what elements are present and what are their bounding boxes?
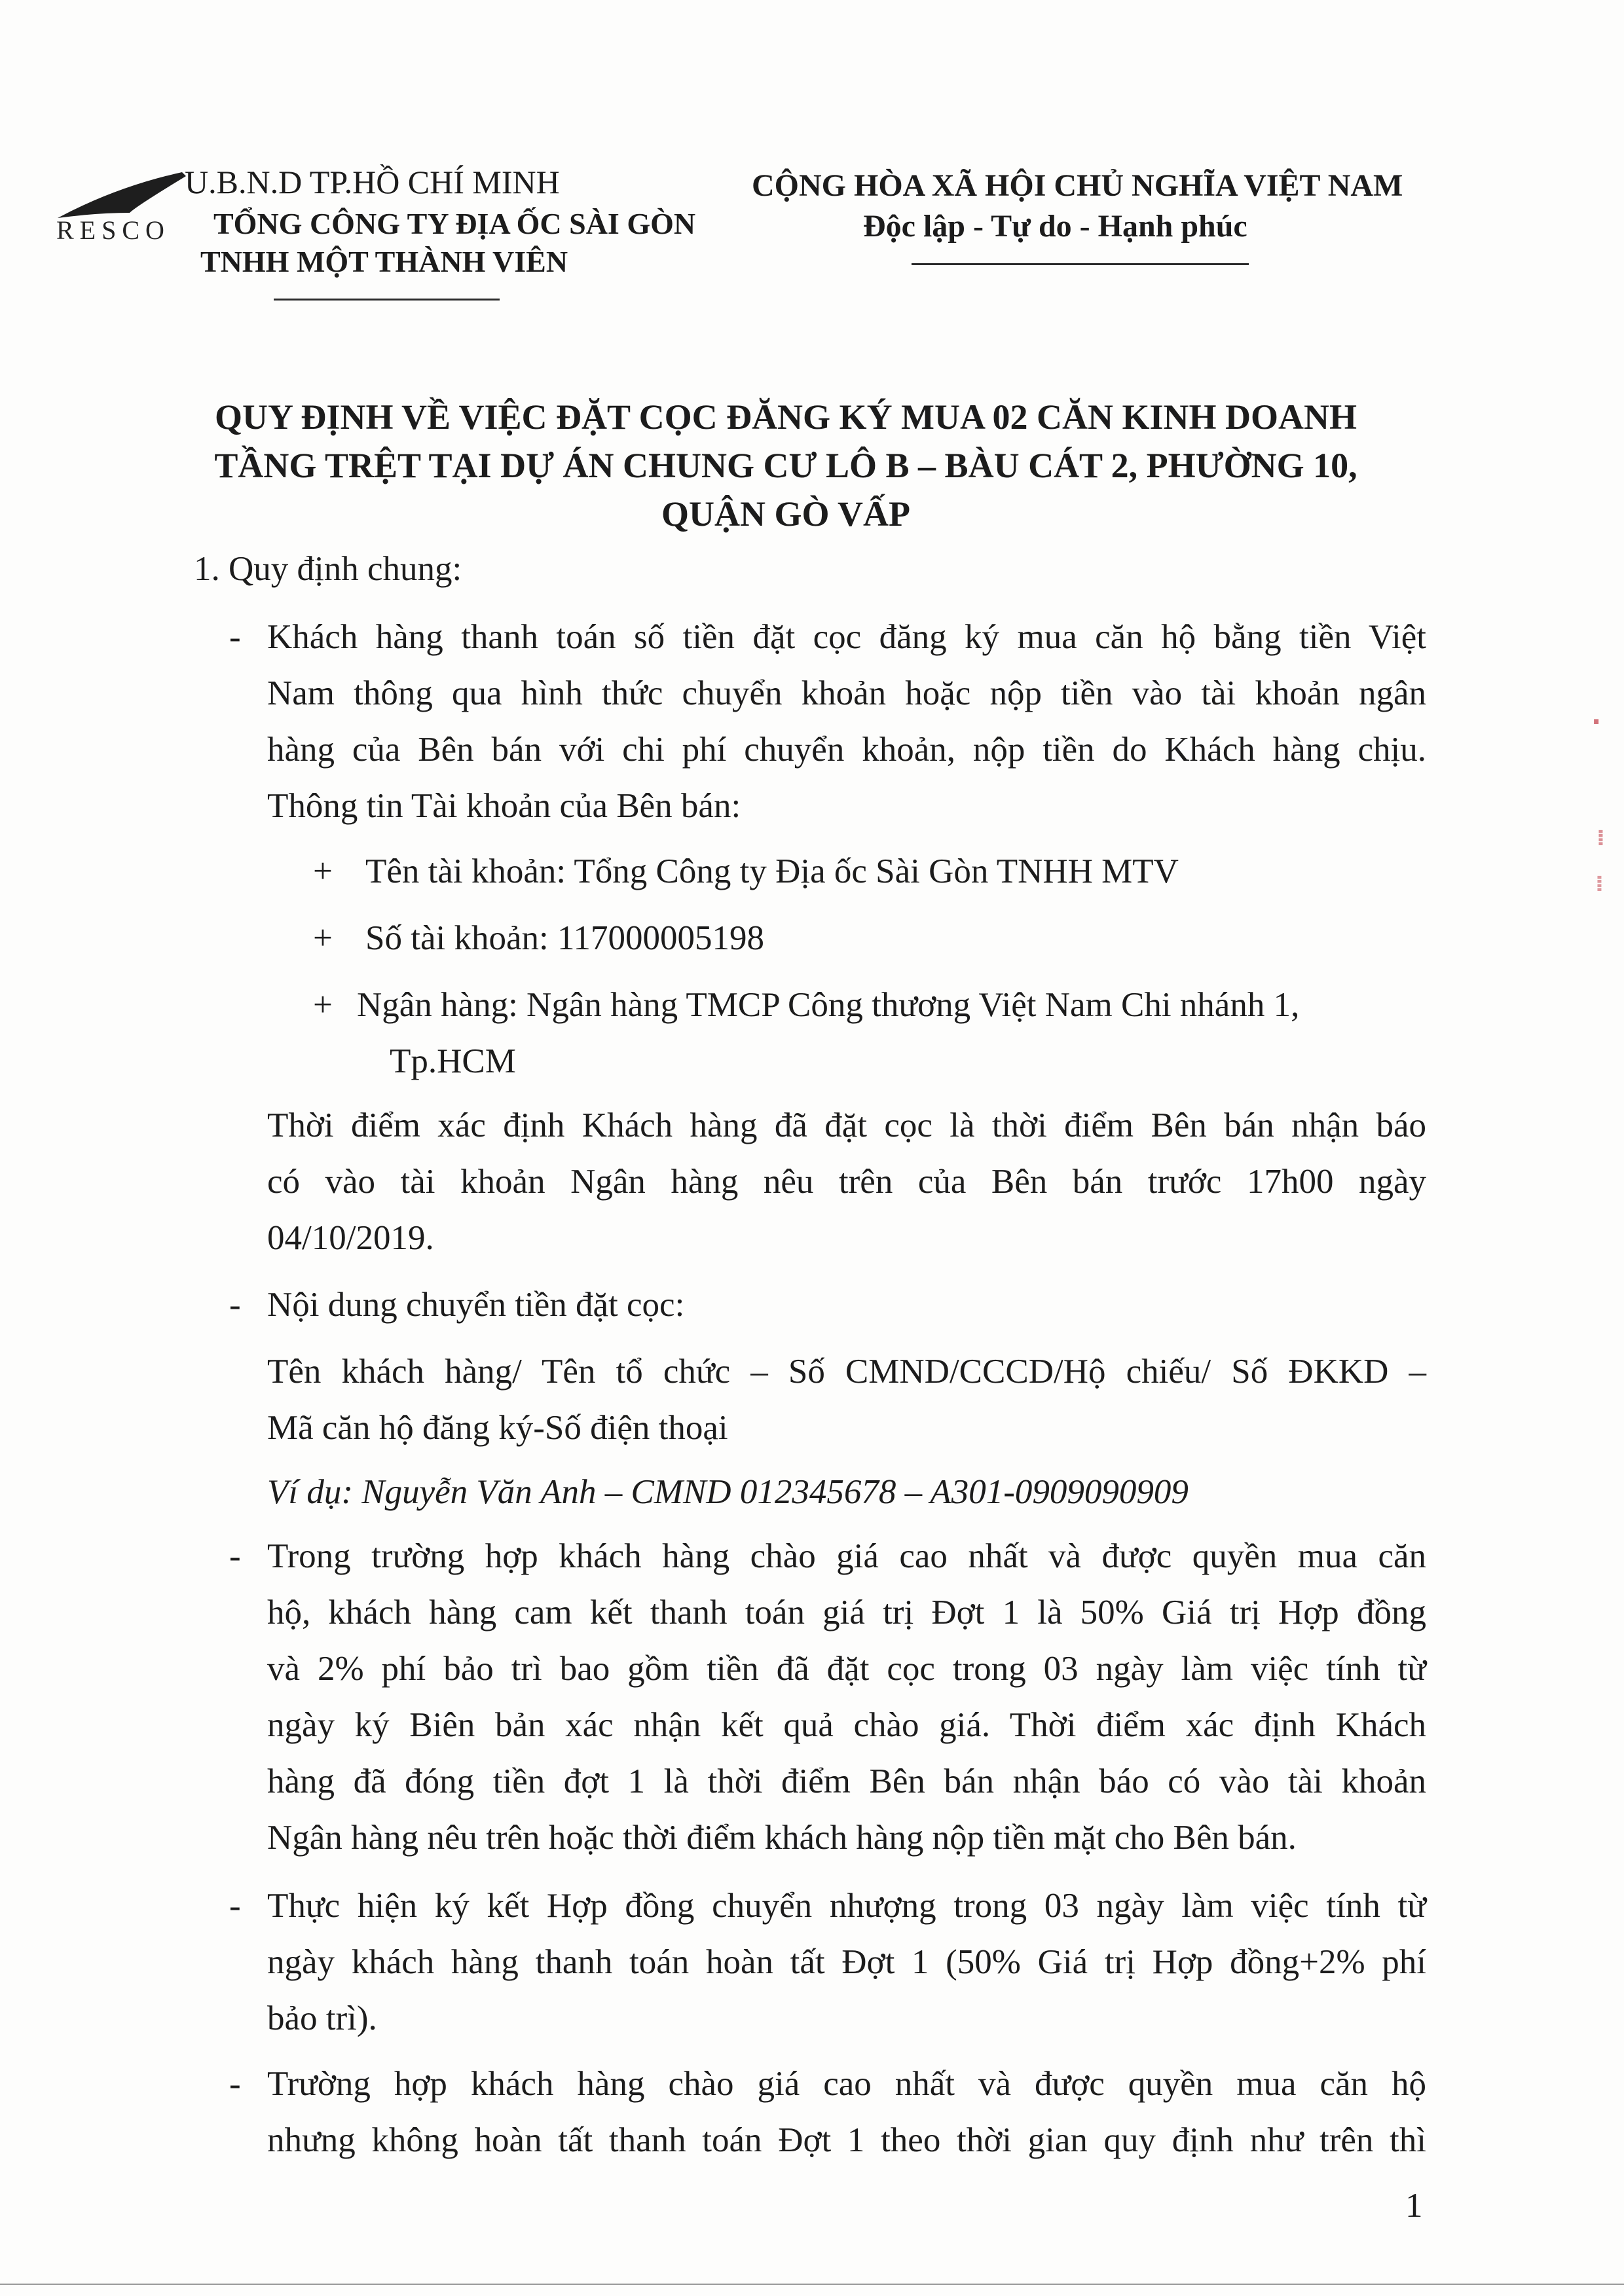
bullet-plus: + xyxy=(313,852,333,890)
account-name: Tên tài khoản: Tổng Công ty Địa ốc Sài Gòn TNHH MTV xyxy=(365,852,1179,890)
contract-signing-paragraph: Thực hiện ký kết Hợp đồng chuyển nhượng trong 03 ngày làm việc tính từ ngày khách hàng thanh toán hoàn tất Đợt 1 (50% Giá trị Hợp đồng+2% phí bảo trì). xyxy=(267,1887,1426,2037)
document-title-line-2: TẦNG TRỆT TẠI DỰ ÁN CHUNG CƯ LÔ B – BÀU CÁT 2, PHƯỜNG 10, xyxy=(214,446,1357,485)
non-payment-paragraph: Trường hợp khách hàng chào giá cao nhất và được quyền mua căn hộ nhưng không hoàn tất thanh toán Đợt 1 theo thời gian quy định như trên thì xyxy=(267,2065,1426,2159)
transfer-content-heading: Nội dung chuyển tiền đặt cọc: xyxy=(267,1286,685,1324)
transfer-content-format: Tên khách hàng/ Tên tổ chức – Số CMND/CCCD/Hộ chiếu/ Số ĐKKD – Mã căn hộ đăng ký-Số điện thoại xyxy=(267,1353,1426,1447)
bullet-dash: - xyxy=(229,1286,241,1324)
left-header-rule xyxy=(274,299,500,301)
right-header-rule xyxy=(912,263,1249,265)
scan-bottom-edge xyxy=(0,2284,1624,2285)
scan-edge-mark: ⁞ xyxy=(1595,871,1604,897)
resco-logo-text: RESCO xyxy=(56,215,170,245)
agency-name: U.B.N.D TP.HỒ CHÍ MINH xyxy=(185,164,560,200)
bullet-dash: - xyxy=(229,2065,241,2103)
page-number: 1 xyxy=(1405,2187,1423,2225)
company-type: TNHH MỘT THÀNH VIÊN xyxy=(200,245,568,278)
first-payment-paragraph: Trong trường hợp khách hàng chào giá cao nhất và được quyền mua căn hộ, khách hàng cam kết thanh toán giá trị Đợt 1 là 50% Giá trị Hợp đồng và 2% phí bảo trì bao gồm tiền đã đặt cọc trong 03 ngày làm việc tính từ ngày ký Biên bản xác nhận kết quả chào giá. Thời điểm xác định Khách hàng đã đóng tiền đợt 1 là thời điểm Bên bán nhận báo có vào tài khoản Ngân hàng nêu trên hoặc thời điểm khách hàng nộp tiền mặt cho Bên bán. xyxy=(267,1537,1426,1857)
section-heading: 1. Quy định chung: xyxy=(194,550,462,588)
bullet-plus: + xyxy=(313,986,333,1024)
bullet-dash: - xyxy=(229,618,241,656)
bullet-dash: - xyxy=(229,1887,241,1925)
payment-paragraph: Khách hàng thanh toán số tiền đặt cọc đăng ký mua căn hộ bằng tiền Việt Nam thông qua hình thức chuyển khoản hoặc nộp tiền vào tài khoản ngân hàng của Bên bán với chi phí chuyển khoản, nộp tiền do Khách hàng chịu. Thông tin Tài khoản của Bên bán: xyxy=(267,618,1426,825)
document-title-line-3: QUẬN GÒ VẤP xyxy=(661,494,910,534)
bullet-dash: - xyxy=(229,1537,241,1575)
national-title: CỘNG HÒA XÃ HỘI CHỦ NGHĨA VIỆT NAM xyxy=(752,168,1403,203)
scan-edge-mark: ⁞ xyxy=(1596,825,1605,851)
company-name: TỔNG CÔNG TY ĐỊA ỐC SÀI GÒN xyxy=(213,207,696,240)
scan-edge-mark: · xyxy=(1591,707,1602,737)
document-title-line-1: QUY ĐỊNH VỀ VIỆC ĐẶT CỌC ĐĂNG KÝ MUA 02 CĂN KINH DOANH xyxy=(214,397,1357,437)
national-motto: Độc lập - Tự do - Hạnh phúc xyxy=(863,209,1247,244)
bullet-plus: + xyxy=(313,919,333,957)
bank-name: Ngân hàng: Ngân hàng TMCP Công thương Việt Nam Chi nhánh 1, Tp.HCM xyxy=(357,986,1300,1080)
account-number: Số tài khoản: 117000005198 xyxy=(365,919,764,957)
deposit-time-paragraph: Thời điểm xác định Khách hàng đã đặt cọc là thời điểm Bên bán nhận báo có vào tài khoản Ngân hàng nêu trên của Bên bán trước 17h00 ngày 04/10/2019. xyxy=(267,1106,1426,1257)
transfer-content-example: Ví dụ: Nguyễn Văn Anh – CMND 012345678 – A301-0909090909 xyxy=(267,1473,1189,1511)
